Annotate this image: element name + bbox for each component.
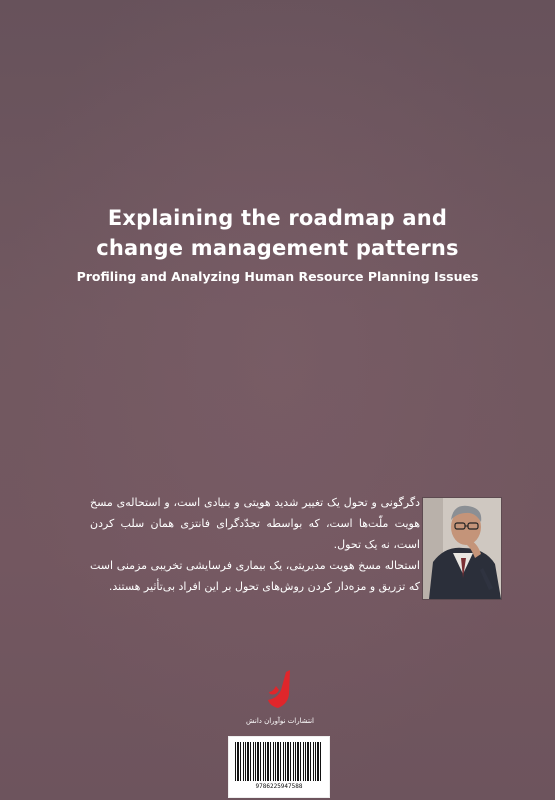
description-text <box>90 492 420 597</box>
title-line-2: change management patterns <box>96 236 459 260</box>
author-portrait-image <box>423 498 501 599</box>
title-line-1: Explaining the roadmap and <box>107 206 448 230</box>
publisher-logo-icon <box>266 670 292 710</box>
isbn-number: 9786225947588 <box>255 783 303 790</box>
cover-title <box>0 203 555 263</box>
description-paragraph-2: استحاله مسخ هویت مدیریتی، یک بیماری فرسایشی تخریبی مزمنی است که تزریق و مزه‌دار کردن روش‌های تحول بر این افراد بی‌تأثیر هستند. <box>90 559 420 593</box>
description-paragraph-1: دگرگونی و تحول یک تغییر شدید هویتی و بنیادی است، و استحاله‌ی مسخ هویت ملّت‌ها است، که بواسطه تجدّدگرای فانتزی همان سلب کردن است، نه یک تحول. <box>90 496 420 551</box>
isbn-barcode <box>228 736 330 798</box>
publisher-name: انتشارات نوآوران دانش <box>245 717 315 725</box>
cover-subtitle: Profiling and Analyzing Human Resource Planning Issues <box>76 269 479 284</box>
author-photo <box>422 497 502 600</box>
barcode-bars <box>235 742 323 781</box>
